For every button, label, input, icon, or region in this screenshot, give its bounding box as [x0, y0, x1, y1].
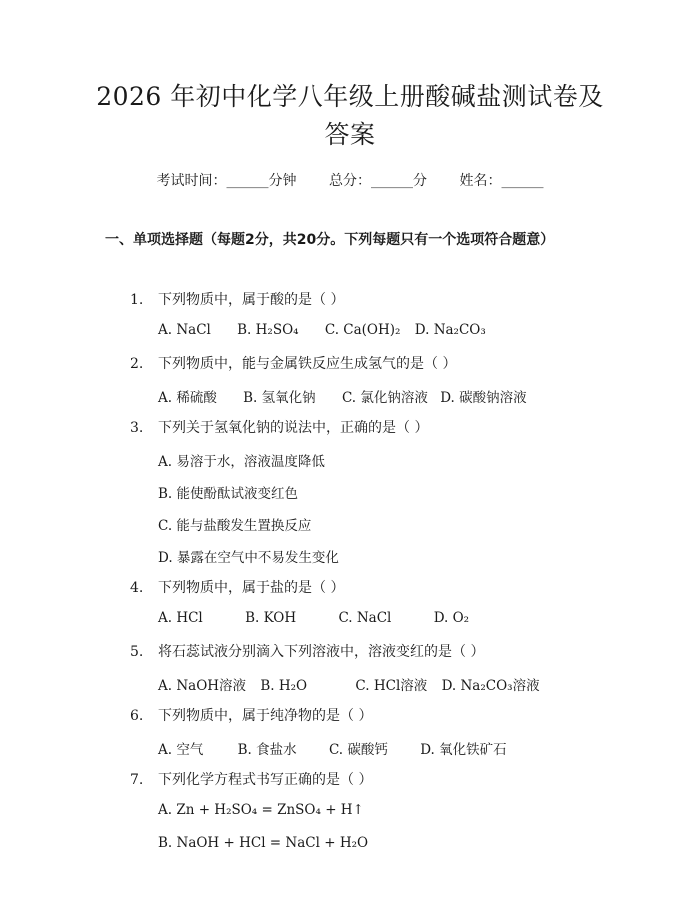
- question-5-options: [158, 674, 562, 694]
- option-d: D. 氧化铁矿石: [420, 742, 507, 758]
- question-text: 下列关于氢氧化钠的说法中，正确的是（ ）: [158, 420, 429, 436]
- title-line-2: 答案: [324, 120, 376, 149]
- option-b: B. H₂SO₄: [237, 322, 299, 338]
- question-4: [130, 577, 344, 597]
- question-number: 2.: [130, 356, 144, 372]
- option-a: A. 易溶于水，溶液温度降低: [158, 454, 325, 470]
- option-d: D. 碳酸钠溶液: [440, 390, 527, 406]
- title-line-1: 2026 年初中化学八年级上册酸碱盐测试卷及: [96, 82, 604, 111]
- question-2-options: [158, 386, 549, 406]
- option-a: A. Zn + H₂SO₄ = ZnSO₄ + H↑: [158, 802, 364, 818]
- option-b: B. 氢氧化钠: [243, 390, 316, 406]
- option-a: A. NaOH溶液: [158, 678, 247, 694]
- option-b: B. 食盐水: [237, 742, 297, 758]
- question-5: [130, 641, 484, 661]
- question-1-options: [158, 322, 508, 338]
- option-a: A. HCl: [158, 610, 203, 626]
- question-text: 下列物质中，属于盐的是（ ）: [158, 580, 345, 596]
- question-text: 下列化学方程式书写正确的是（ ）: [158, 772, 373, 788]
- question-number: 1.: [130, 292, 144, 308]
- exam-info-line: [0, 170, 700, 190]
- option-c: C. Ca(OH)₂: [324, 322, 401, 338]
- question-number: 3.: [130, 420, 144, 436]
- option-a: A. 稀硫酸: [158, 390, 217, 406]
- option-d: D. Na₂CO₃溶液: [441, 678, 540, 694]
- option-b: B. 能使酚酞试液变红色: [158, 486, 299, 502]
- question-text: 下列物质中，属于纯净物的是（ ）: [158, 708, 373, 724]
- total-score-field: 总分：______分: [329, 173, 427, 189]
- question-7: [130, 769, 372, 789]
- question-text: 下列物质中，能与金属铁反应生成氢气的是（ ）: [158, 356, 457, 372]
- option-a: A. NaCl: [158, 322, 211, 338]
- question-4-options: [158, 610, 491, 626]
- option-c: C. 能与盐酸发生置换反应: [158, 518, 312, 534]
- option-c: C. 氯化钠溶液: [341, 390, 428, 406]
- option-b: B. KOH: [245, 610, 297, 626]
- section-heading: 一、单项选择题（每题2分，共20分。下列每题只有一个选项符合题意）: [105, 232, 555, 248]
- question-6-options: [158, 738, 529, 758]
- student-name-field: 姓名：______: [459, 173, 544, 189]
- option-c: C. NaCl: [338, 610, 392, 626]
- option-b: B. H₂O: [260, 678, 308, 694]
- question-number: 5.: [130, 644, 144, 660]
- option-d: D. 暴露在空气中不易发生变化: [158, 550, 339, 566]
- exam-time-field: 考试时间：______分钟: [156, 173, 297, 189]
- question-2: [130, 353, 456, 373]
- option-b: B. NaOH + HCl = NaCl + H₂O: [158, 835, 369, 851]
- question-number: 6.: [130, 708, 144, 724]
- question-number: 7.: [130, 772, 144, 788]
- question-text: 下列物质中，属于酸的是（ ）: [158, 292, 345, 308]
- question-text: 将石蕊试液分别滴入下列溶液中，溶液变红的是（ ）: [158, 644, 485, 660]
- option-d: D. O₂: [433, 610, 470, 626]
- option-a: A. 空气: [158, 742, 204, 758]
- option-c: C. HCl溶液: [355, 678, 428, 694]
- question-number: 4.: [130, 580, 144, 596]
- question-3: [130, 417, 428, 437]
- question-6: [130, 705, 372, 725]
- option-c: C. 碳酸钙: [328, 742, 388, 758]
- page-title: [90, 78, 610, 154]
- option-d: D. Na₂CO₃: [414, 322, 486, 338]
- question-1: [130, 289, 344, 309]
